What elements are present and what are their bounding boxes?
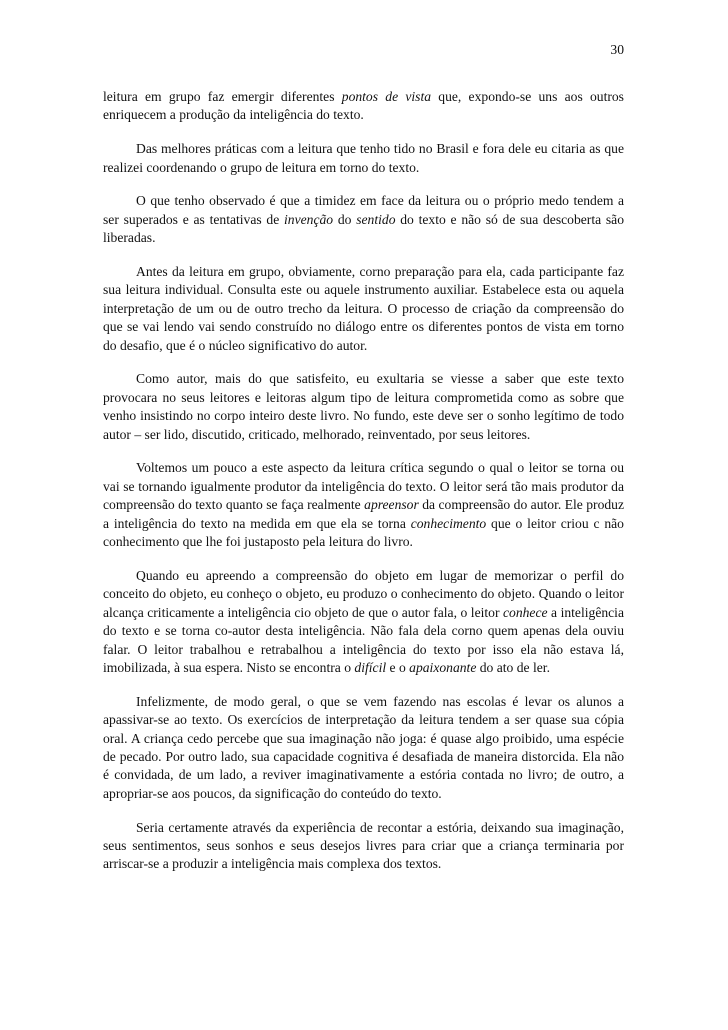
text-run: do ato de ler. — [476, 659, 550, 675]
paragraph-1 — [103, 88, 624, 125]
paragraph-4 — [103, 263, 624, 355]
text-run: Como autor, mais do que satisfeito, eu exultaria se viesse a saber que este texto provocara no seus leitores e leitoras algum tipo de leitura comprometida como as sobre que venho insistindo no corpo inteiro deste livro. No fundo, este deve ser o sonho legítimo de todo autor – ser lido, discutido, criticado, melhorado, reinventado, por seus leitores. — [103, 371, 624, 442]
text-run: e o — [386, 659, 410, 675]
emphasized-text: apaixonante — [409, 659, 477, 675]
paragraph-2 — [103, 140, 624, 177]
text-run: Voltemos um pouco a este aspecto da leitura crítica segundo o qual o leitor se torna ou vai se tornando igualmente produtor da inteligência do texto. O leitor será tão mais produtor da compreensão do texto quanto se faça realmente — [103, 460, 624, 513]
text-run: O que tenho observado é que a timidez em face da leitura ou o próprio medo tendem a ser superados e as tentativas de — [103, 193, 624, 227]
page-number: 30 — [610, 42, 624, 57]
emphasized-text: conhecimento — [410, 515, 487, 531]
text-run: Infelizmente, de modo geral, o que se vem fazendo nas escolas é levar os alunos a apassivar-se ao texto. Os exercícios de interpretação da leitura tendem a ser quase sua cópia oral. A criança cedo percebe que sua imaginação não joga: é quase algo proibido, uma espécie de pecado. Por outro lado, sua capacidade cognitiva é desafiada de maneira distorcida. Ela não é convidada, de um lado, a reviver imaginativamente a estória contada no livro; de outro, a apropriar-se aos poucos, da significação do conteúdo do texto. — [103, 693, 624, 801]
paragraph-8 — [103, 693, 624, 803]
paragraph-5 — [103, 370, 624, 444]
text-run: a inteligência do texto e se torna co-autor desta inteligência. Não fala dela corno quem apenas dela ouviu falar. O leitor trabalhou e retrabalhou a inteligência do texto por isso ela não estava lá, imobilizada, à sua espera. Nisto se encontra o — [103, 604, 624, 675]
paragraph-9 — [103, 819, 624, 874]
text-run: Antes da leitura em grupo, obviamente, corno preparação para ela, cada participante faz sua leitura individual. Consulta este ou aquele instrumento auxiliar. Estabelece esta ou aquela interpretação de um ou de outro trecho da leitura. O processo de criação da compreensão do que se vai lendo vai sendo construído no diálogo entre os diferentes pontos de vista em torno do desafio, que é o núcleo significativo do autor. — [103, 264, 624, 353]
emphasized-text: apreensor — [364, 497, 419, 513]
emphasized-text: conhece — [503, 604, 548, 620]
text-run: da compreensão do autor. Ele produz a inteligência do texto na medida em que ela se torna — [103, 497, 625, 531]
text-run: Seria certamente através da experiência de recontar a estória, deixando sua imaginação, seus sentimentos, seus sonhos e seus desejos livres para criar que a criança terminaria por arriscar-se a produzir a inteligência mais complexa dos textos. — [103, 819, 624, 872]
emphasized-text: difícil — [354, 659, 387, 675]
paragraph-7 — [103, 567, 624, 677]
text-run: do texto e não só de sua descoberta são liberadas. — [103, 211, 624, 246]
text-run: Das melhores práticas com a leitura que tenho tido no Brasil e fora dele eu citaria as que realizei coordenando o grupo de leitura em torno do texto. — [103, 141, 624, 175]
text-run: que o leitor criou c não conhecimento que lhe foi justaposto pela leitura do livro. — [103, 515, 624, 550]
paragraph-3 — [103, 192, 624, 247]
paragraph-6 — [103, 459, 624, 551]
text-run: do — [333, 211, 357, 227]
emphasized-text: pontos de vista — [341, 89, 432, 104]
emphasized-text: sentido — [356, 211, 396, 227]
body-text — [103, 88, 624, 874]
text-run: leitura em grupo faz emergir diferentes — [103, 89, 342, 104]
text-run: que, expondo-se uns aos outros enriquecem a produção da inteligência do texto. — [103, 89, 624, 123]
emphasized-text: invenção — [284, 211, 334, 227]
text-run: Quando eu apreendo a compreensão do objeto em lugar de memorizar o perfil do conceito do objeto, eu conheço o objeto, eu produzo o conhecimento do objeto. Quando o leitor alcança criticamente a inteligência cio objeto de que o autor fala, o leitor — [103, 567, 624, 620]
